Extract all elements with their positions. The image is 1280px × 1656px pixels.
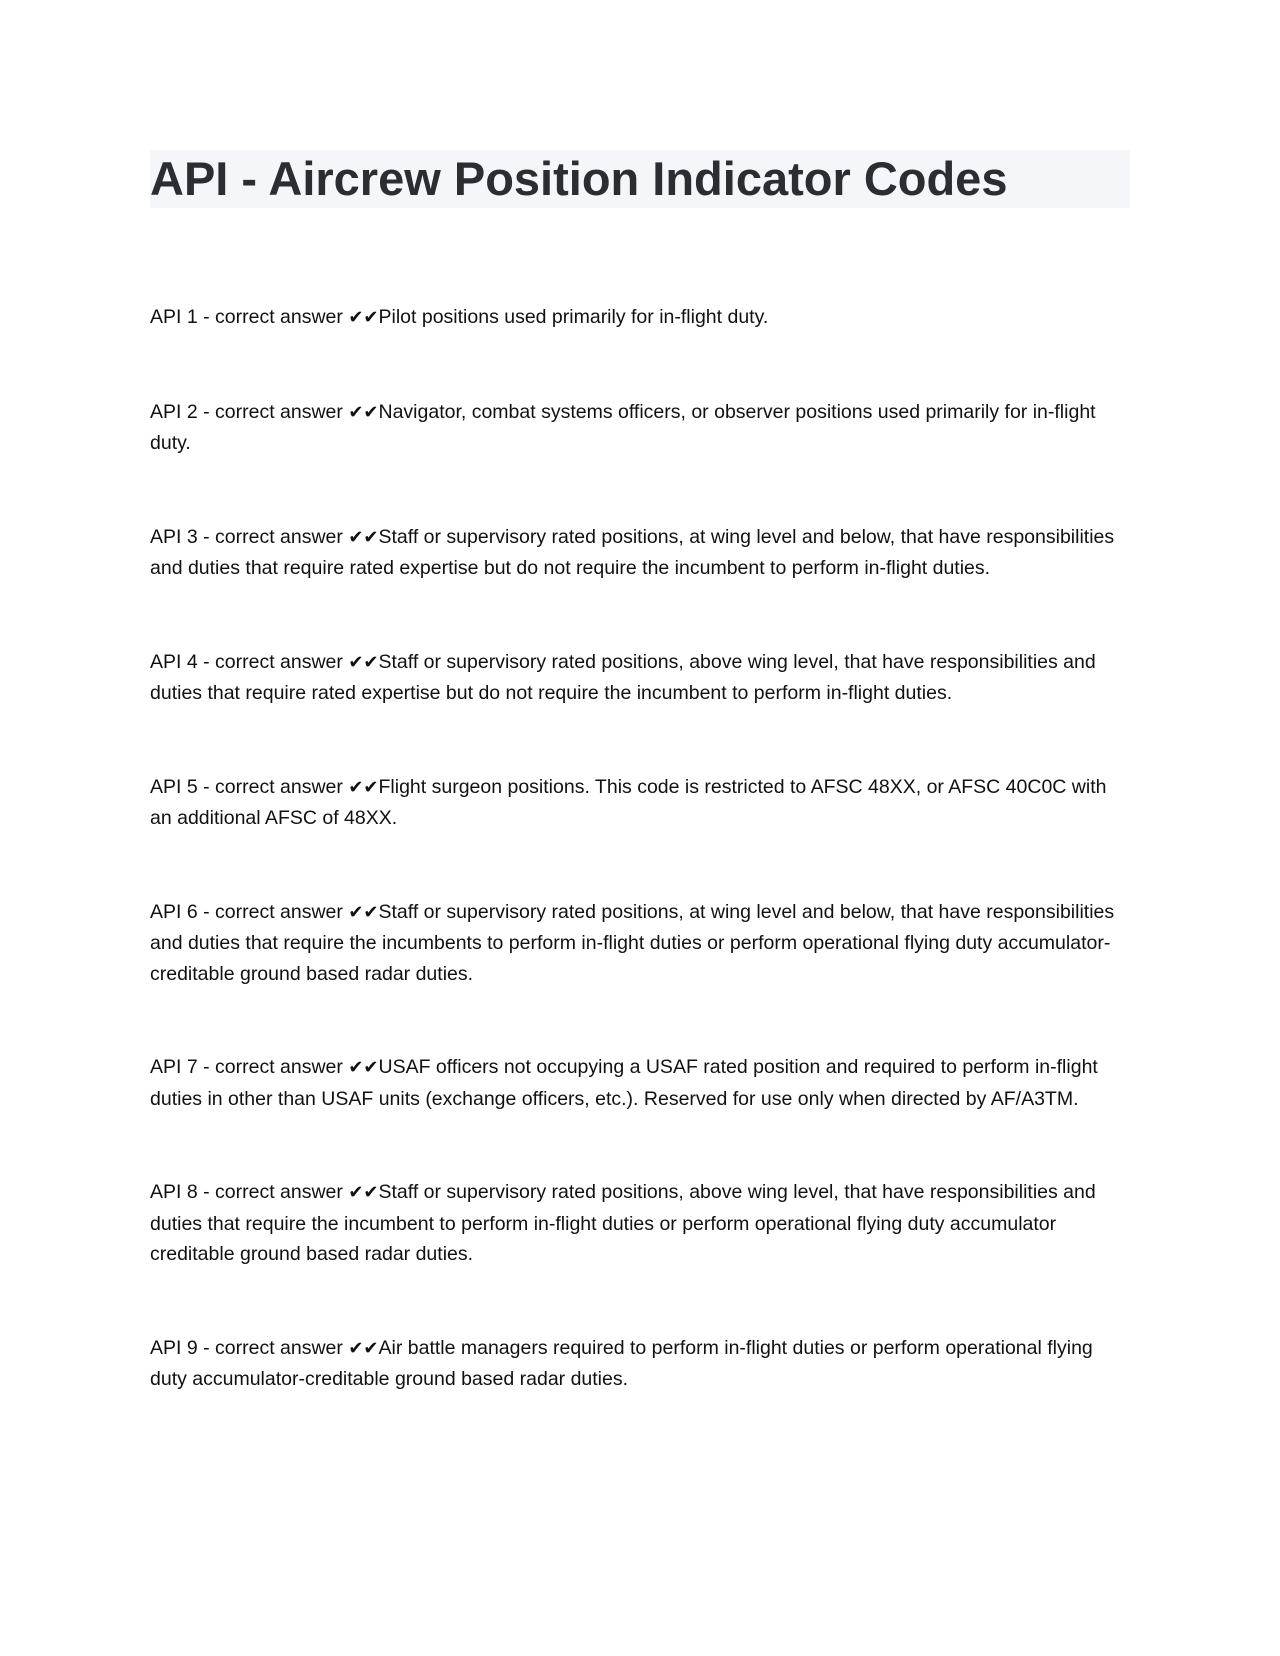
- checkmark-icon: ✔✔: [348, 1337, 379, 1359]
- entry-definition: Navigator, combat systems officers, or observer positions used primarily for in-flight duty.: [150, 400, 1096, 454]
- checkmark-icon: ✔✔: [348, 651, 379, 673]
- entry-definition: Staff or supervisory rated positions, at wing level and below, that have responsibilities and duties that require the incumbents to perform in-flight duties or perform operational flying duty accumulator-creditable ground based radar duties.: [150, 900, 1115, 985]
- list-item: [150, 1052, 1130, 1114]
- entry-term: API 8 - correct answer: [150, 1181, 349, 1203]
- list-item: [150, 302, 1130, 334]
- entry-term: API 3 - correct answer: [150, 525, 349, 548]
- entry-term: API 2 - correct answer: [150, 400, 349, 423]
- list-item: [150, 1333, 1130, 1395]
- entry-term: API 1 - correct answer: [150, 306, 349, 328]
- checkmark-icon: ✔✔: [348, 776, 379, 798]
- list-item: [150, 1177, 1130, 1270]
- entry-definition: Staff or supervisory rated positions, at wing level and below, that have responsibilities and duties that require rated expertise but do not require the incumbent to perform in-flight duties.: [150, 525, 1115, 579]
- page-title: API - Aircrew Position Indicator Codes: [150, 152, 1008, 205]
- checkmark-icon: ✔✔: [348, 307, 379, 328]
- entry-list: [150, 302, 1130, 1458]
- checkmark-icon: ✔✔: [348, 1182, 379, 1203]
- entry-definition: Staff or supervisory rated positions, above wing level, that have responsibilities and duties that require rated expertise but do not require the incumbent to perform in-flight duties.: [150, 650, 1096, 704]
- checkmark-icon: ✔✔: [348, 526, 379, 548]
- list-item: [150, 397, 1130, 459]
- list-item: [150, 522, 1130, 584]
- entry-definition: Flight surgeon positions. This code is restricted to AFSC 48XX, or AFSC 40C0C with an additional AFSC of 48XX.: [150, 775, 1107, 829]
- checkmark-icon: ✔✔: [348, 901, 379, 923]
- list-item: [150, 647, 1130, 709]
- entry-term: API 9 - correct answer: [150, 1336, 349, 1359]
- entry-term: API 5 - correct answer: [150, 775, 349, 798]
- entry-term: API 7 - correct answer: [150, 1056, 349, 1078]
- entry-definition: Staff or supervisory rated positions, above wing level, that have responsibilities and duties that require the incumbent to perform in-flight duties or perform operational flying duty accumulator creditable ground based radar duties.: [150, 1181, 1096, 1265]
- entry-term: API 4 - correct answer: [150, 650, 349, 673]
- entry-term: API 6 - correct answer: [150, 900, 349, 923]
- list-item: [150, 897, 1130, 990]
- entry-definition: Air battle managers required to perform in-flight duties or perform operational flying duty accumulator-creditable ground based radar duties.: [150, 1336, 1093, 1390]
- checkmark-icon: ✔✔: [348, 1057, 379, 1078]
- list-item: [150, 772, 1130, 834]
- entry-definition: USAF officers not occupying a USAF rated position and required to perform in-flight duties in other than USAF units (exchange officers, etc.). Reserved for use only when directed by AF/A3TM.: [150, 1056, 1098, 1110]
- entry-definition: Pilot positions used primarily for in-flight duty.: [378, 306, 769, 328]
- checkmark-icon: ✔✔: [348, 401, 379, 423]
